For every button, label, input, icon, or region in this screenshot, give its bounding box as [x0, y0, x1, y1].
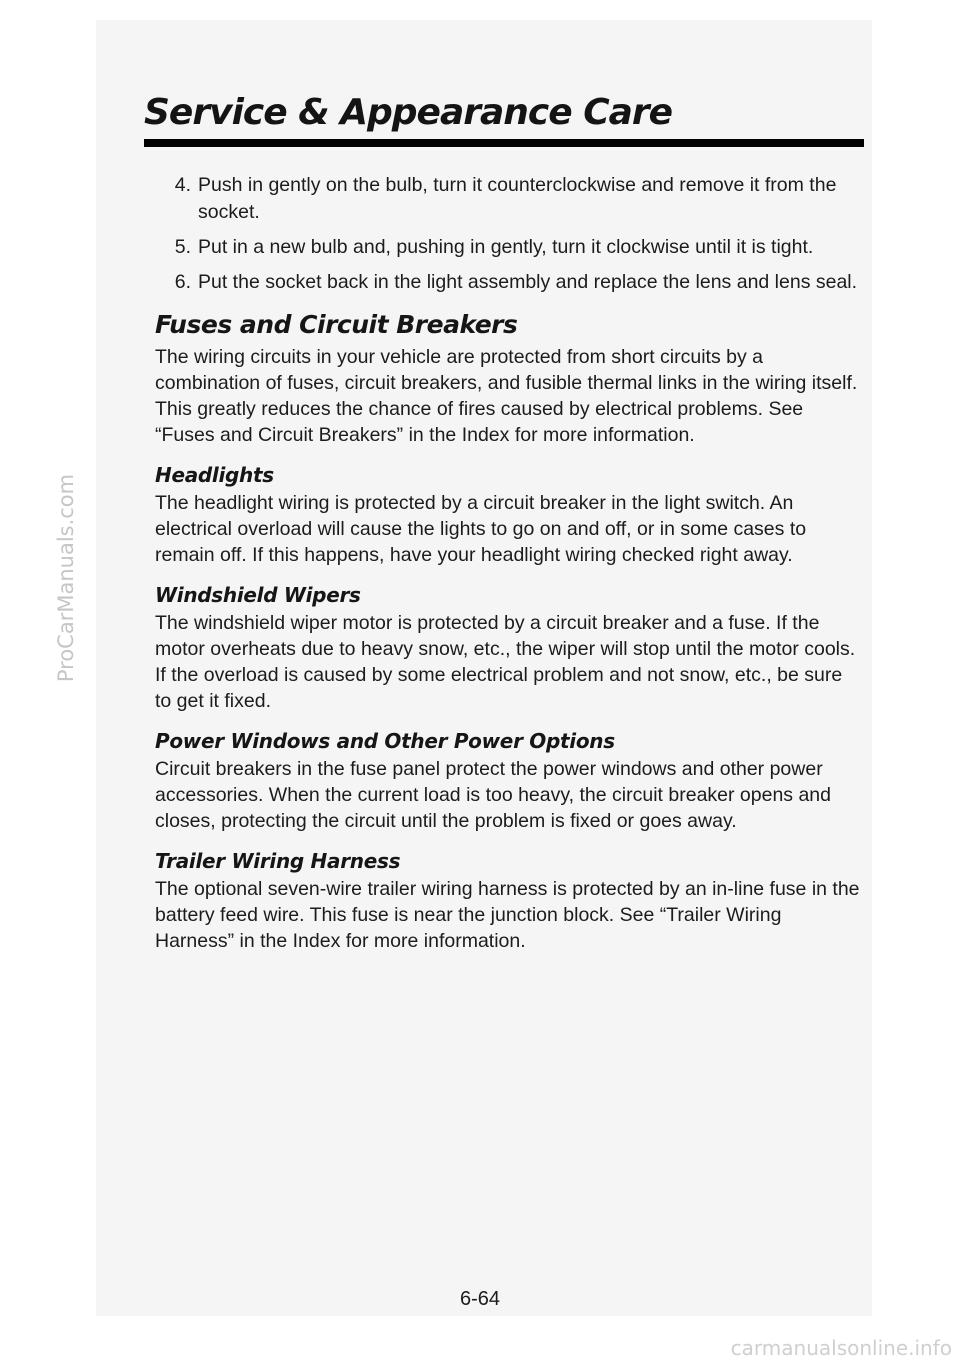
side-watermark: ProCarManuals.com	[54, 473, 78, 683]
page-number: 6-64	[459, 1288, 501, 1310]
step-number: 5.	[174, 236, 191, 258]
page-header-title: Service & Appearance Care	[144, 92, 673, 133]
step-number: 6.	[174, 271, 191, 293]
subsection-body-trailer-wiring: The optional seven-wire trailer wiring harness is protected by an in-line fuse in the battery feed wire. This fuse is near the junction block. See “Trailer Wiring Harness” in the Index for more information.	[155, 878, 860, 952]
step-item	[155, 234, 860, 261]
subsection-body-headlights: The headlight wiring is protected by a circuit breaker in the light switch. An electrical overload will cause the lights to go on and off, or in some cases to remain off. If this happens, have your headlight wiring checked right away.	[155, 492, 807, 566]
section-body-fuses: The wiring circuits in your vehicle are protected from short circuits by a combination of fuses, circuit breakers, and fusible thermal links in the wiring itself. This greatly reduces the chance of fires caused by electrical problems. See “Fuses and Circuit Breakers” in the Index for more information.	[155, 346, 858, 446]
step-number: 4.	[174, 174, 191, 196]
subsection-title-trailer-wiring: Trailer Wiring Harness	[155, 849, 401, 873]
step-text: Push in gently on the bulb, turn it counterclockwise and remove it from the socket.	[198, 174, 837, 223]
subsection-title-windshield-wipers: Windshield Wipers	[155, 583, 361, 607]
page-content	[155, 172, 860, 954]
subsection-body-windshield-wipers: The windshield wiper motor is protected by a circuit breaker and a fuse. If the motor overheats due to heavy snow, etc., the wiper will stop until the motor cools. If the overload is caused by some electrical problem and not snow, etc., be sure to get it fixed.	[155, 612, 856, 712]
step-item	[155, 269, 860, 296]
step-text: Put in a new bulb and, pushing in gently, turn it clockwise until it is tight.	[198, 236, 814, 258]
bottom-watermark: carmanualsonline.info	[730, 1336, 952, 1360]
subsection-body-power-windows: Circuit breakers in the fuse panel protect the power windows and other power accessories. When the current load is too heavy, the circuit breaker opens and closes, protecting the circuit until the problem is fixed or goes away.	[155, 758, 831, 832]
bulb-steps-list	[155, 172, 860, 296]
header-rule	[144, 139, 864, 147]
subsection-title-headlights: Headlights	[155, 463, 274, 487]
step-text: Put the socket back in the light assembly and replace the lens and lens seal.	[198, 271, 858, 293]
step-item	[155, 172, 860, 226]
subsection-title-power-windows: Power Windows and Other Power Options	[155, 729, 615, 753]
section-title-fuses: Fuses and Circuit Breakers	[155, 310, 518, 339]
